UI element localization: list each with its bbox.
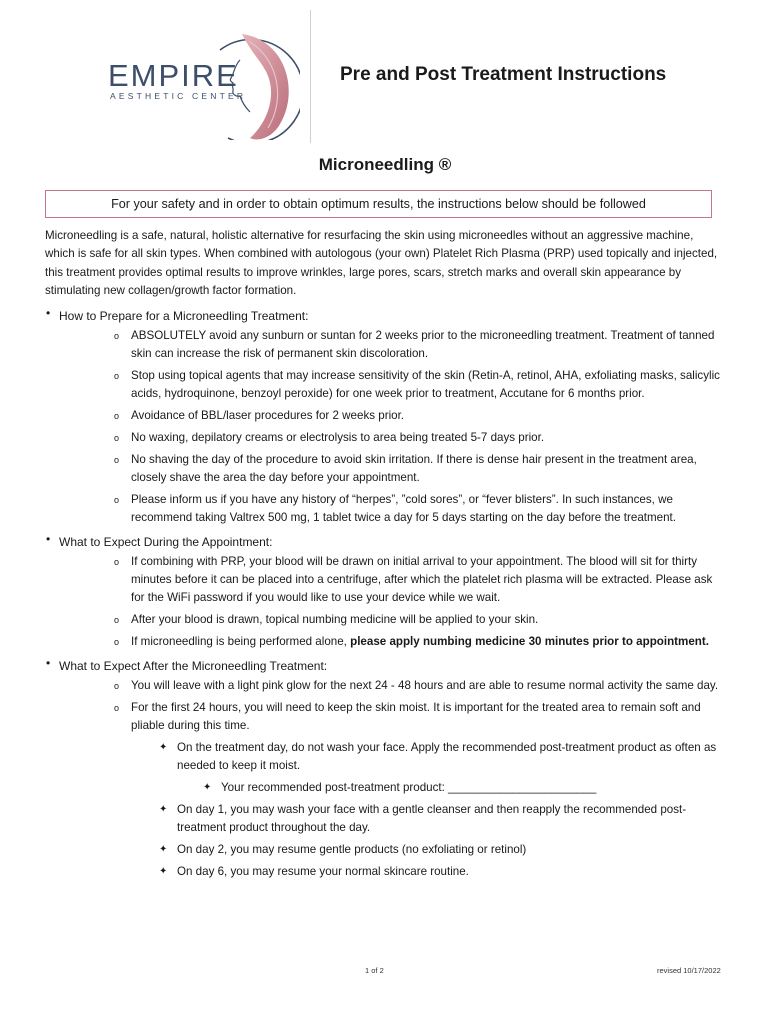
list-item: o No shaving the day of the procedure to avoid skin irritation. If there is dense hair present in the treatment area, closely shave the area the day before your appointment. bbox=[114, 453, 697, 484]
logo-wordmark: EMPIRE bbox=[108, 58, 239, 93]
circle-bullet-icon: o bbox=[114, 411, 120, 421]
circle-bullet-icon: o bbox=[114, 455, 120, 465]
list-item: o For the first 24 hours, you will need to keep the skin moist. It is important for the treated area to remain soft and pliable during this time. ✦ On the treatment day, do not wash your face. Apply the recommended post-treatment product as often as needed to keep it moist. ✦ Your recommended post-treatment product: _______________________ ✦ On day 1, you may wash your face with a gentle cleanser and then reapply the recommended post-treatment product throughout the day. ✦ On day 2, you may resume gentle products (no exfoliating or retinol) ✦ On day 6, you may resume your normal skincare routine. bbox=[131, 699, 725, 881]
safety-notice: For your safety and in order to obtain optimum results, the instructions below should be followed bbox=[45, 190, 712, 218]
bullet-icon: • bbox=[46, 306, 51, 320]
section-heading: How to Prepare for a Microneedling Treatment: bbox=[59, 309, 309, 323]
section-prepare bbox=[45, 305, 725, 527]
list-item: o Please inform us if you have any history of “herpes”, ”cold sores”, or “fever blisters”. In such instances, we recommend taking Valtrex 500 mg, 1 tablet twice a day for 5 days starting on the day before the treatment. bbox=[114, 493, 676, 524]
circle-bullet-icon: o bbox=[114, 433, 120, 443]
page-title: Pre and Post Treatment Instructions bbox=[340, 64, 667, 85]
diamond-bullet-icon: ✦ bbox=[159, 844, 168, 855]
after-list bbox=[59, 677, 725, 881]
page-number: 1 of 2 bbox=[365, 966, 384, 975]
circle-bullet-icon: o bbox=[114, 615, 120, 625]
list-item: ✦ Your recommended post-treatment product: _______________________ bbox=[221, 779, 725, 797]
list-item: ✦ On the treatment day, do not wash your face. Apply the recommended post-treatment product as often as needed to keep it moist. ✦ Your recommended post-treatment product: _______________________ bbox=[177, 739, 725, 797]
logo-subtitle: AESTHETIC CENTER bbox=[110, 91, 247, 101]
aftercare-sublist bbox=[131, 739, 725, 881]
diamond-bullet-icon: ✦ bbox=[159, 804, 168, 815]
list-item: o If combining with PRP, your blood will be drawn on initial arrival to your appointment. The blood will sit for thirty minutes before it can be placed into a centrifuge, after which the platelet rich plasma will be extracted. Please ask for the WiFi password if you would like to use your device while we wait. bbox=[114, 555, 713, 604]
circle-bullet-icon: o bbox=[114, 557, 120, 567]
list-item: o Stop using topical agents that may increase sensitivity of the skin (Retin-A, retinol, AHA, exfoliating masks, salicylic acids, hydroquinone, benzoyl peroxide) for one week prior to treatment, Accutane for 6 months prior. bbox=[114, 369, 720, 400]
circle-bullet-icon: o bbox=[114, 495, 120, 505]
circle-bullet-icon: o bbox=[114, 331, 120, 341]
list-item: o Avoidance of BBL/laser procedures for 2 weeks prior. bbox=[131, 407, 725, 425]
list-item: o No waxing, depilatory creams or electrolysis to area being treated 5-7 days prior. bbox=[131, 429, 725, 447]
list-item: ✦ On day 6, you may resume your normal skincare routine. bbox=[177, 863, 725, 881]
product-sublist bbox=[177, 779, 725, 797]
list-item: o If microneedling is being performed alone, please apply numbing medicine 30 minutes prior to appointment. bbox=[131, 633, 725, 651]
list-item: o You will leave with a light pink glow for the next 24 - 48 hours and are able to resume normal activity the same day. bbox=[131, 677, 725, 695]
treatment-title: Microneedling ® bbox=[318, 155, 452, 174]
during-list bbox=[59, 553, 725, 651]
section-during bbox=[45, 531, 725, 651]
bullet-icon: • bbox=[46, 532, 51, 546]
section-heading: What to Expect After the Microneedling Treatment: bbox=[59, 659, 328, 673]
intro-paragraph: Microneedling is a safe, natural, holistic alternative for resurfacing the skin using microneedles without an aggressive machine, which is safe for all skin types. When combined with autologous (your own) Platelet Rich Plasma (PRP) used topically and injected, this treatment provides optimal results to improve wrinkles, large pores, scars, stretch marks and overall skin appearance by stimulating new collagen/growth factor formation. bbox=[45, 229, 718, 297]
section-after bbox=[45, 655, 725, 881]
circle-bullet-icon: o bbox=[114, 703, 120, 713]
bullet-icon: • bbox=[46, 656, 51, 670]
prepare-list bbox=[59, 327, 725, 527]
diamond-bullet-icon: ✦ bbox=[159, 866, 168, 877]
header-divider bbox=[310, 10, 311, 143]
diamond-bullet-icon: ✦ bbox=[159, 742, 168, 753]
section-heading: What to Expect During the Appointment: bbox=[59, 535, 273, 549]
circle-bullet-icon: o bbox=[114, 371, 120, 381]
list-item: o ABSOLUTELY avoid any sunburn or suntan for 2 weeks prior to the microneedling treatment. Treatment of tanned skin can increase the risk of permanent skin discoloration. bbox=[114, 329, 715, 360]
instructions-body bbox=[45, 305, 725, 885]
diamond-bullet-icon: ✦ bbox=[203, 782, 212, 793]
revision-date: revised 10/17/2022 bbox=[657, 966, 721, 975]
circle-bullet-icon: o bbox=[114, 681, 120, 691]
empire-logo bbox=[100, 20, 300, 140]
list-item: ✦ On day 1, you may wash your face with a gentle cleanser and then reapply the recommended post-treatment product throughout the day. bbox=[159, 803, 687, 834]
list-item: ✦ On day 2, you may resume gentle products (no exfoliating or retinol) bbox=[177, 841, 725, 859]
circle-bullet-icon: o bbox=[114, 637, 120, 647]
list-item: o After your blood is drawn, topical numbing medicine will be applied to your skin. bbox=[131, 611, 725, 629]
